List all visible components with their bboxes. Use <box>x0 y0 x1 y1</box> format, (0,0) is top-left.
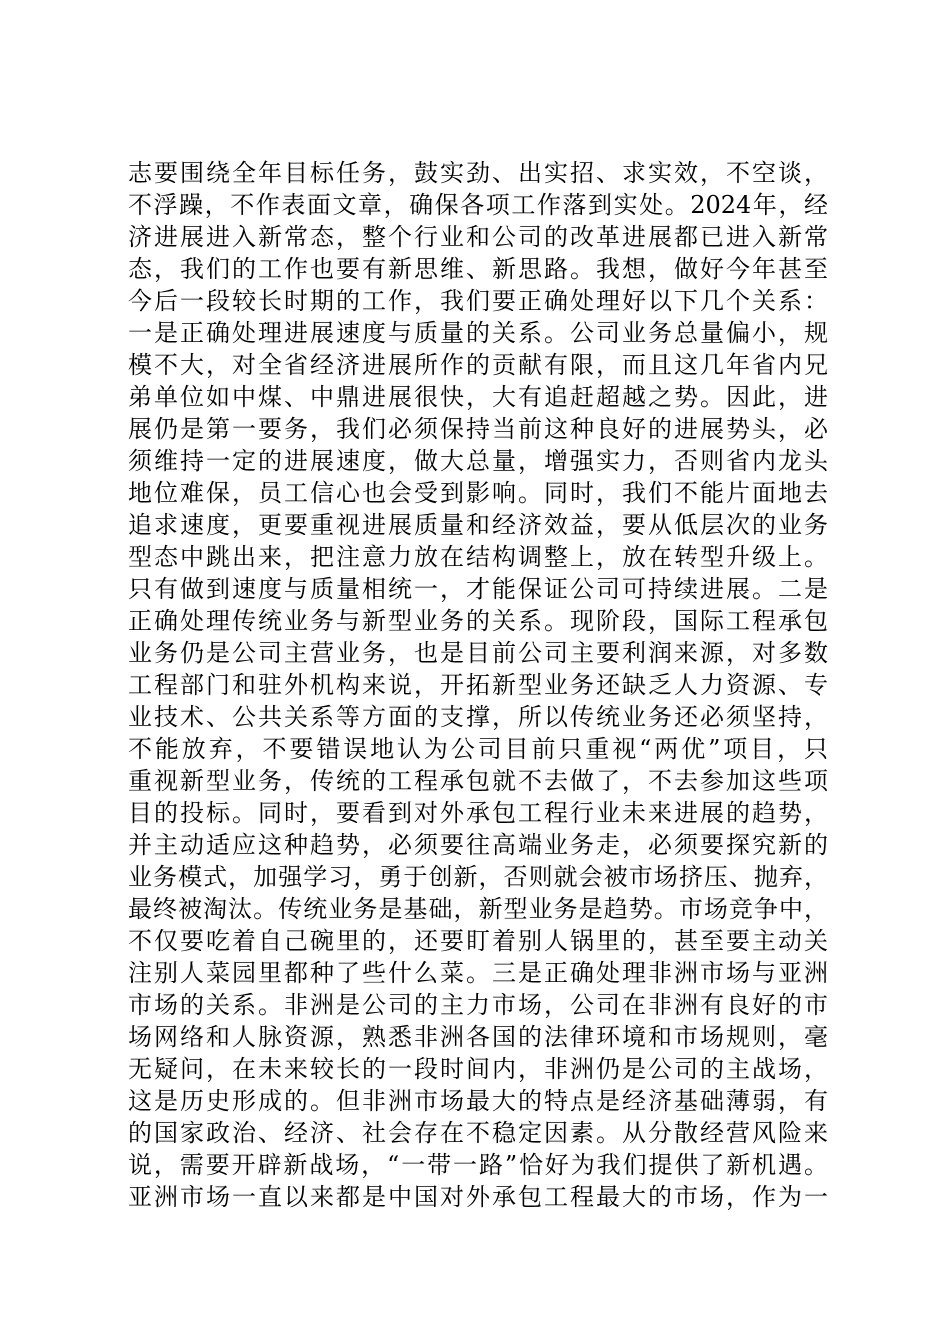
text-line: 重视新型业务，传统的工程承包就不去做了，不去参加这些项 <box>128 767 828 795</box>
text-line: 的国家政治、经济、社会存在不稳定因素。从分散经营风险来 <box>128 1119 828 1147</box>
text-line: 工程部门和驻外机构来说，开拓新型业务还缺乏人力资源、专 <box>128 671 828 699</box>
text-line: 无疑问，在未来较长的一段时间内，非洲仍是公司的主战场， <box>128 1055 828 1083</box>
text-line: 型态中跳出来，把注意力放在结构调整上，放在转型升级上。 <box>128 543 828 571</box>
text-line: 济进展进入新常态，整个行业和公司的改革进展都已进入新常 <box>128 223 828 251</box>
text-line: 志要围绕全年目标任务，鼓实劲、出实招、求实效，不空谈， <box>128 159 828 187</box>
text-line: 业务仍是公司主营业务，也是目前公司主要利润来源，对多数 <box>128 639 828 667</box>
text-line: 目的投标。同时，要看到对外承包工程行业未来进展的趋势， <box>128 799 828 827</box>
text-line: 这是历史形成的。但非洲市场最大的特点是经济基础薄弱，有 <box>128 1087 828 1115</box>
text-line: 一是正确处理进展速度与质量的关系。公司业务总量偏小，规 <box>128 319 828 347</box>
text-line: 展仍是第一要务，我们必须保持当前这种良好的进展势头，必 <box>128 415 828 443</box>
text-line: 说，需要开辟新战场，“一带一路”恰好为我们提供了新机遇。 <box>128 1151 828 1179</box>
text-line: 业务模式，加强学习，勇于创新，否则就会被市场挤压、抛弃， <box>128 863 828 891</box>
text-line: 不浮躁，不作表面文章，确保各项工作落到实处。2024年，经 <box>128 191 828 219</box>
text-line: 亚洲市场一直以来都是中国对外承包工程最大的市场，作为一 <box>128 1183 828 1211</box>
text-line: 模不大，对全省经济进展所作的贡献有限，而且这几年省内兄 <box>128 351 828 379</box>
text-line: 场网络和人脉资源，熟悉非洲各国的法律环境和市场规则，毫 <box>128 1023 828 1051</box>
text-line: 不能放弃，不要错误地认为公司目前只重视“两优”项目，只 <box>128 735 828 763</box>
text-line: 市场的关系。非洲是公司的主力市场，公司在非洲有良好的市 <box>128 991 828 1019</box>
text-line: 最终被淘汰。传统业务是基础，新型业务是趋势。市场竞争中， <box>128 895 828 923</box>
text-line: 正确处理传统业务与新型业务的关系。现阶段，国际工程承包 <box>128 607 828 635</box>
text-line: 今后一段较长时期的工作，我们要正确处理好以下几个关系： <box>128 287 828 315</box>
text-line: 不仅要吃着自己碗里的，还要盯着别人锅里的，甚至要主动关 <box>128 927 828 955</box>
text-line: 只有做到速度与质量相统一，才能保证公司可持续进展。二是 <box>128 575 828 603</box>
text-line: 弟单位如中煤、中鼎进展很快，大有追赶超越之势。因此，进 <box>128 383 828 411</box>
text-line: 须维持一定的进展速度，做大总量，增强实力，否则省内龙头 <box>128 447 828 475</box>
text-line: 业技术、公共关系等方面的支撑，所以传统业务还必须坚持， <box>128 703 828 731</box>
text-line: 态，我们的工作也要有新思维、新思路。我想，做好今年甚至 <box>128 255 828 283</box>
text-line: 地位难保，员工信心也会受到影响。同时，我们不能片面地去 <box>128 479 828 507</box>
text-line: 注别人菜园里都种了些什么菜。三是正确处理非洲市场与亚洲 <box>128 959 828 987</box>
body-paragraph <box>128 157 828 1213</box>
text-line: 并主动适应这种趋势，必须要往高端业务走，必须要探究新的 <box>128 831 828 859</box>
text-line: 追求速度，更要重视进展质量和经济效益，要从低层次的业务 <box>128 511 828 539</box>
